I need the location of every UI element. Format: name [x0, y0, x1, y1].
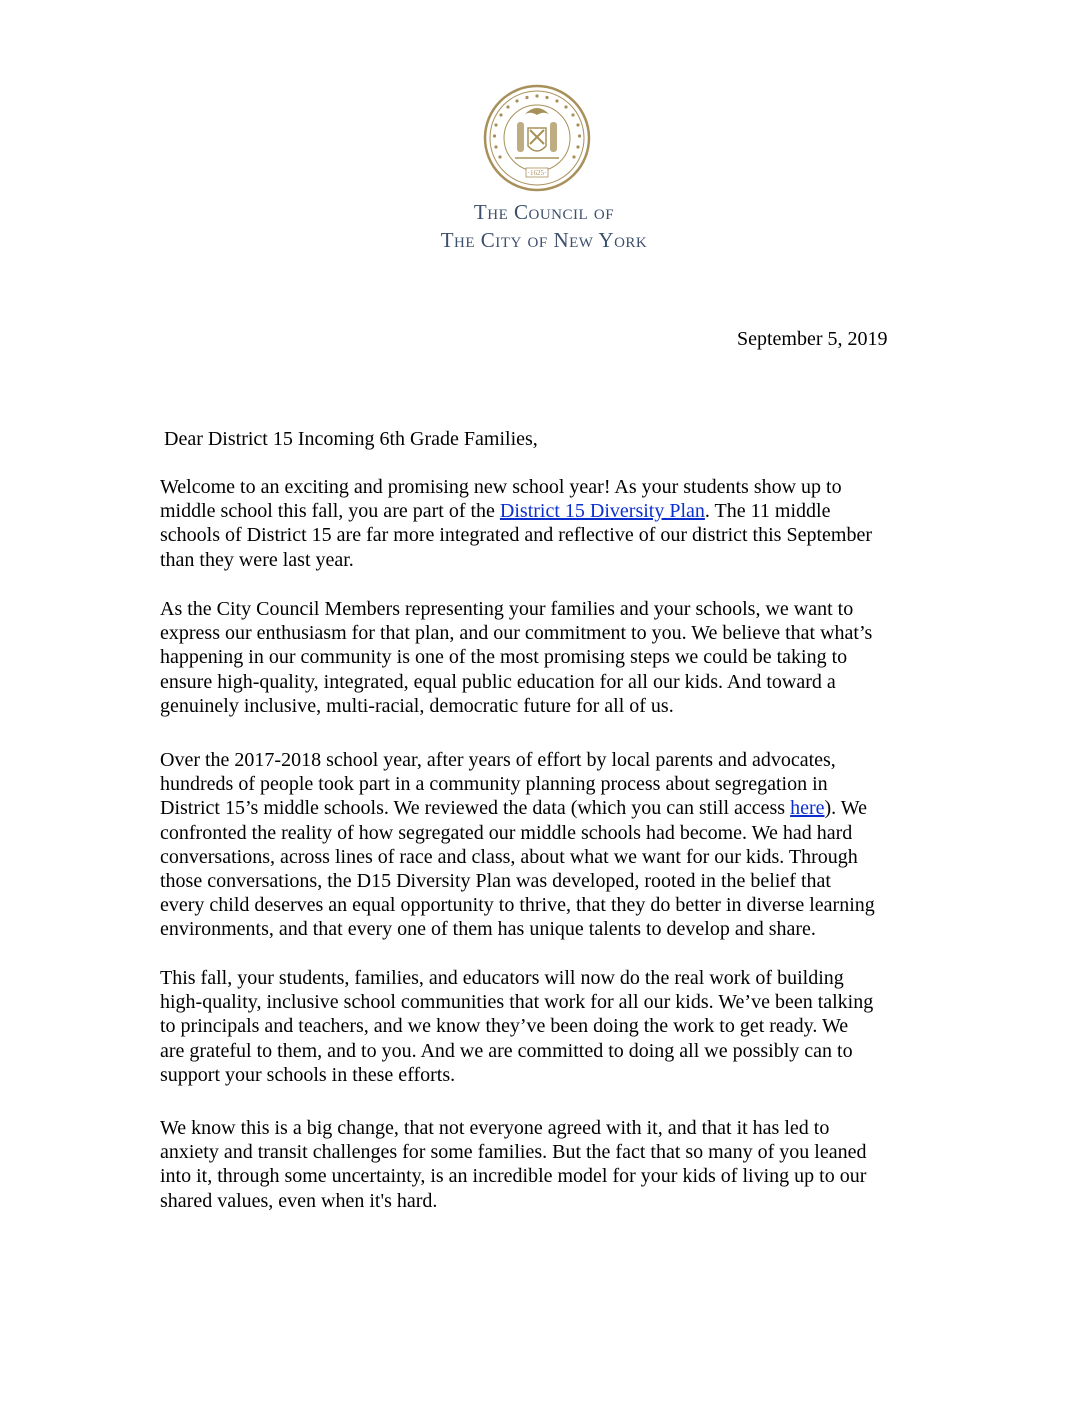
council-name-line-2: The City of New York: [440, 228, 648, 252]
text-fragment: District 15’s middle schools. We reviewed the data (which you can still access: [160, 797, 791, 820]
text-line: shared values, even when it's hard.: [160, 1189, 438, 1212]
paragraph-this-fall: [160, 966, 940, 1087]
text-line: conversations, across lines of race and class, about what we want for our kids. Through: [160, 845, 858, 868]
svg-text:·1625·: ·1625·: [527, 169, 547, 177]
text-line: ensure high-quality, integrated, equal public education for all our kids. And toward a: [160, 670, 836, 693]
text-line: into it, through some uncertainty, is an incredible model for your kids of living up to our: [160, 1165, 867, 1188]
text-line: anxiety and transit challenges for some families. But the fact that so many of you leaned: [160, 1141, 867, 1164]
text-line: Over the 2017-2018 school year, after years of effort by local parents and advocates,: [160, 749, 836, 771]
text-line: those conversations, the D15 Diversity Plan was developed, rooted in the belief that: [160, 870, 831, 893]
text-line: This fall, your students, families, and educators will now do the real work of building: [160, 967, 844, 989]
text-line: As the City Council Members representing your families and your schools, we want to: [160, 598, 854, 620]
text-line: schools of District 15 are far more integrated and reflective of our district this September: [160, 524, 872, 547]
paragraph-commitment: [160, 597, 940, 718]
text-line: to principals and teachers, and we know they’ve been doing the work to get ready. We: [160, 1015, 849, 1038]
text-line: environments, and that every one of them has unique talents to develop and share.: [160, 918, 816, 941]
text-line: [160, 499, 940, 523]
salutation: Dear District 15 Incoming 6th Grade Families,: [164, 428, 538, 450]
text-line: Welcome to an exciting and promising new school year! As your students show up to: [160, 476, 842, 498]
paragraph-big-change: [160, 1116, 940, 1213]
city-seal-icon: [483, 84, 591, 192]
text-line: confronted the reality of how segregated our middle schools had become. We had hard: [160, 821, 853, 844]
text-fragment: ). We: [824, 797, 867, 820]
text-line: high-quality, inclusive school communities that work for all our kids. We’ve been talking: [160, 991, 874, 1014]
text-line: express our enthusiasm for that plan, and our commitment to you. We believe that what’s: [160, 622, 873, 645]
text-line: support your schools in these efforts.: [160, 1063, 456, 1086]
text-fragment: . The 11 middle: [704, 500, 831, 523]
text-line: than they were last year.: [160, 548, 354, 571]
paragraph-welcome: [160, 475, 940, 572]
council-name-line-1: The Council of: [473, 200, 615, 224]
text-line: [160, 796, 940, 820]
data-here-link[interactable]: here: [790, 797, 825, 820]
text-fragment: middle school this fall, you are part of the: [160, 500, 500, 523]
text-line: genuinely inclusive, multi-racial, democratic future for all of us.: [160, 694, 674, 717]
text-line: hundreds of people took part in a community planning process about segregation in: [160, 773, 828, 796]
diversity-plan-link[interactable]: District 15 Diversity Plan: [499, 500, 705, 523]
text-line: We know this is a big change, that not everyone agreed with it, and that it has led to: [160, 1117, 830, 1139]
paragraph-history: [160, 748, 940, 942]
text-line: every child deserves an equal opportunity to thrive, that they do better in diverse learning: [160, 894, 875, 917]
text-line: happening in our community is one of the most promising steps we could be taking to: [160, 646, 848, 669]
text-line: are grateful to them, and to you. And we are committed to doing all we possibly can to: [160, 1039, 853, 1062]
letter-date: September 5, 2019: [737, 328, 888, 350]
